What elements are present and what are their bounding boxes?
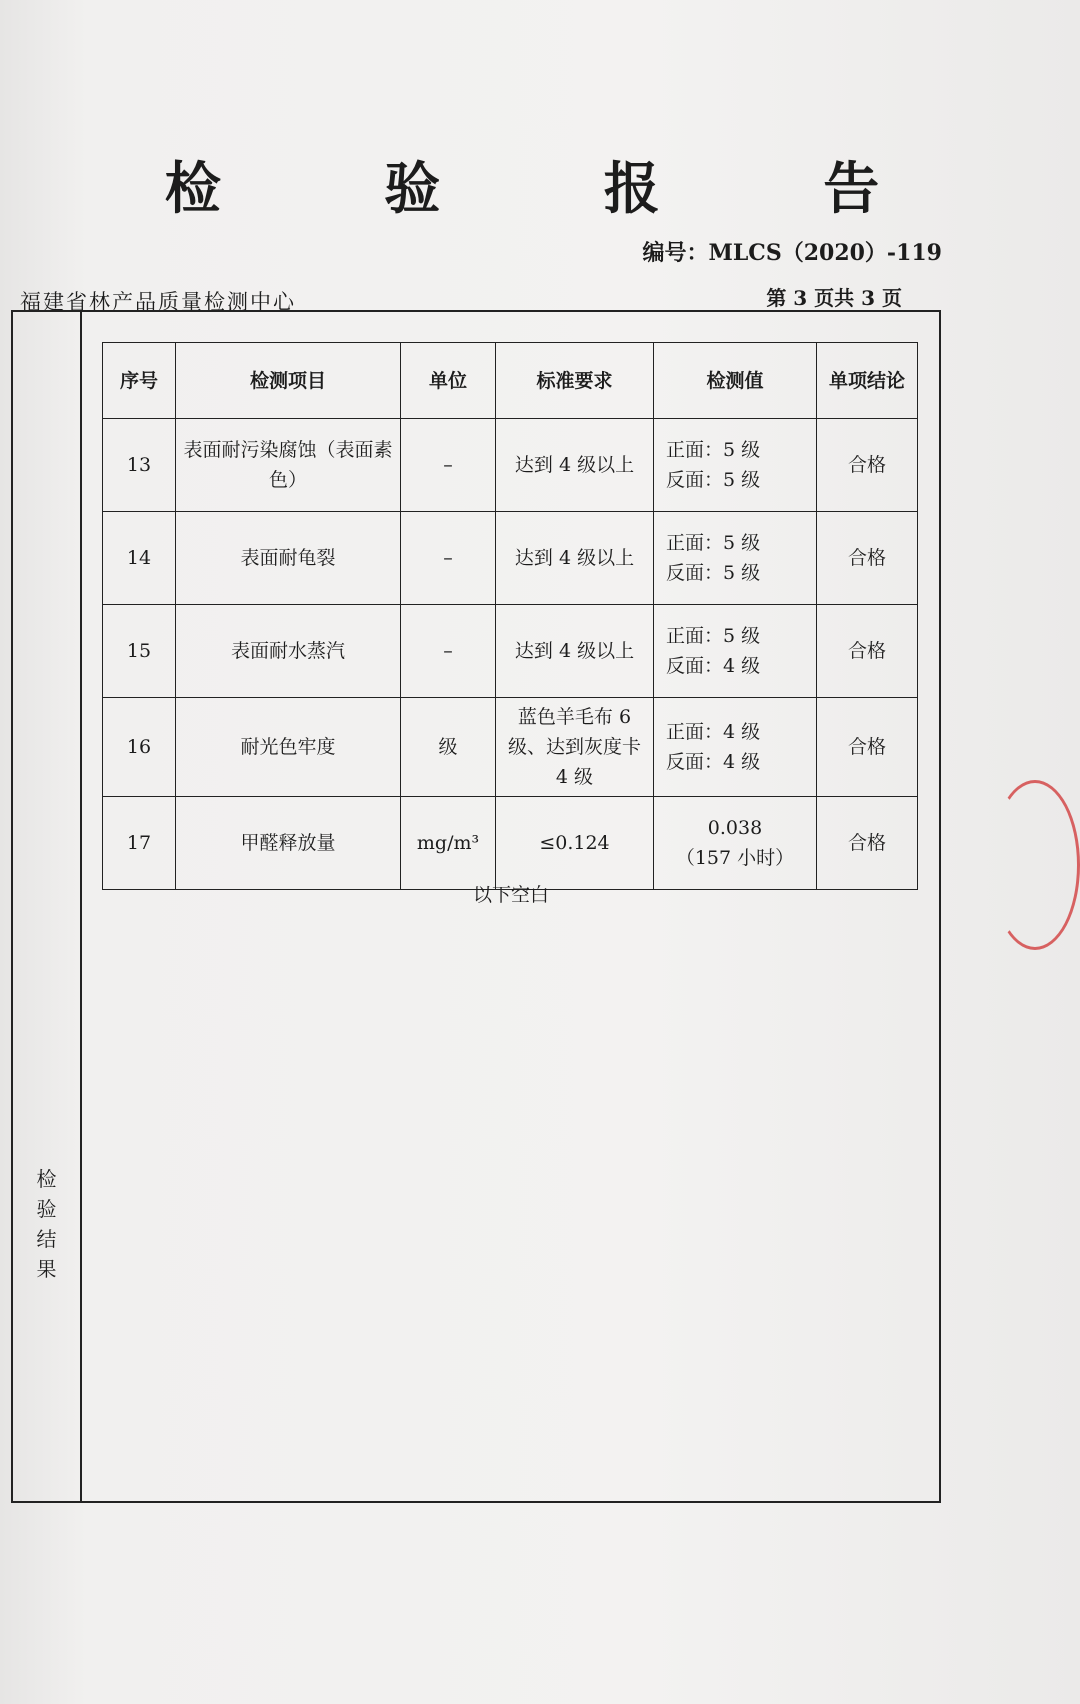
cell-unit: – — [401, 419, 496, 512]
cell-value — [654, 512, 817, 605]
cell-unit: – — [401, 605, 496, 698]
cell-no: 13 — [103, 419, 176, 512]
header-no: 序号 — [103, 343, 176, 419]
report-title: 检 验 报 告 — [164, 156, 952, 222]
value-line: 正面：5 级 — [666, 625, 761, 647]
side-label-char: 结 — [36, 1227, 57, 1251]
header-unit: 单位 — [401, 343, 496, 419]
cell-unit: mg/m³ — [401, 797, 496, 890]
header-item: 检测项目 — [176, 343, 401, 419]
value-line: （157 小时） — [675, 847, 795, 869]
cell-requirement: ≤0.124 — [496, 797, 654, 890]
table-row — [103, 797, 918, 890]
side-label — [13, 1164, 80, 1284]
page-info: 第 3 页共 3 页 — [766, 286, 902, 310]
side-label-char: 检 — [36, 1167, 57, 1191]
cell-requirement: 达到 4 级以上 — [496, 605, 654, 698]
value-line: 反面：4 级 — [666, 751, 761, 773]
table-row — [103, 419, 918, 512]
cell-item: 表面耐污染腐蚀（表面素色） — [176, 419, 401, 512]
cell-item: 表面耐水蒸汽 — [176, 605, 401, 698]
cell-requirement: 达到 4 级以上 — [496, 512, 654, 605]
value-line: 反面：4 级 — [666, 655, 761, 677]
value-line: 正面：4 级 — [666, 721, 761, 743]
table-row — [103, 698, 918, 797]
cell-value — [654, 605, 817, 698]
cell-result: 合格 — [817, 605, 918, 698]
cell-result: 合格 — [817, 698, 918, 797]
table-row — [103, 605, 918, 698]
value-line: 正面：5 级 — [666, 439, 761, 461]
value-line: 0.038 — [707, 817, 763, 839]
cell-unit: 级 — [401, 698, 496, 797]
cell-no: 15 — [103, 605, 176, 698]
cell-value — [654, 797, 817, 890]
cell-item: 甲醛释放量 — [176, 797, 401, 890]
organization-name: 福建省林产品质量检测中心 — [20, 290, 296, 314]
cell-result: 合格 — [817, 419, 918, 512]
cell-item: 耐光色牢度 — [176, 698, 401, 797]
header-result: 单项结论 — [817, 343, 918, 419]
header-value: 检测值 — [654, 343, 817, 419]
blank-note: 以下空白 — [472, 884, 549, 906]
cell-requirement: 蓝色羊毛布 6 级、达到灰度卡 4 级 — [496, 698, 654, 797]
cell-item: 表面耐龟裂 — [176, 512, 401, 605]
value-line: 正面：5 级 — [666, 532, 761, 554]
cell-no: 17 — [103, 797, 176, 890]
results-table — [102, 342, 918, 890]
side-label-char: 验 — [36, 1197, 57, 1221]
value-line: 反面：5 级 — [666, 562, 761, 584]
report-number: 编号：MLCS（2020）-119 — [642, 240, 942, 266]
table-header-row — [103, 343, 918, 419]
table-row — [103, 512, 918, 605]
header-requirement: 标准要求 — [496, 343, 654, 419]
cell-no: 14 — [103, 512, 176, 605]
cell-value — [654, 419, 817, 512]
cell-value — [654, 698, 817, 797]
cell-result: 合格 — [817, 797, 918, 890]
value-line: 反面：5 级 — [666, 469, 761, 491]
side-label-char: 果 — [36, 1257, 57, 1281]
cell-result: 合格 — [817, 512, 918, 605]
cell-no: 16 — [103, 698, 176, 797]
cell-requirement: 达到 4 级以上 — [496, 419, 654, 512]
seal-stamp — [990, 780, 1080, 950]
cell-unit: – — [401, 512, 496, 605]
